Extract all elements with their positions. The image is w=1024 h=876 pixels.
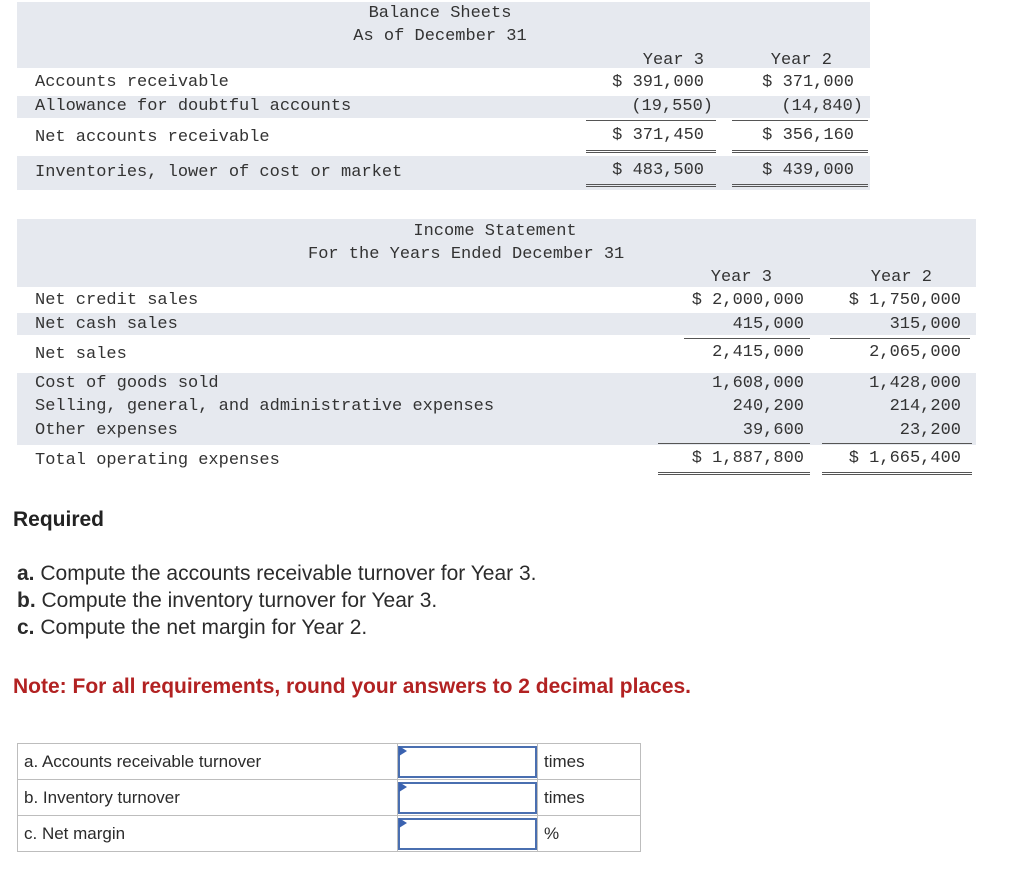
required-heading: Required	[13, 508, 105, 531]
income-statement-title: Income Statement	[413, 222, 577, 241]
is-row-label: Net credit sales	[35, 291, 199, 310]
bs-row-y3: (19,550)	[631, 97, 713, 116]
is-double-underline	[658, 472, 810, 475]
bs-row-label: Allowance for doubtful accounts	[35, 97, 352, 116]
is-row-label: Selling, general, and administrative expenses	[35, 397, 495, 416]
required-item-b	[17, 589, 437, 613]
balance-sheet-subtitle: As of December 31	[353, 27, 527, 46]
is-row-y3: 415,000	[732, 315, 804, 334]
is-underline	[658, 443, 810, 444]
item-text: Compute the accounts receivable turnover for Year 3.	[34, 562, 537, 585]
bs-row-y2: (14,840)	[781, 97, 863, 116]
is-underline	[830, 338, 970, 339]
bs-row-label: Accounts receivable	[35, 73, 229, 92]
is-underline	[684, 338, 810, 339]
net-margin-input[interactable]	[398, 818, 537, 850]
bs-row-label: Inventories, lower of cost or market	[35, 163, 403, 182]
bs-double-underline	[586, 150, 716, 153]
answer-row	[18, 744, 641, 780]
answer-row	[18, 780, 641, 816]
is-row-y3: $ 2,000,000	[691, 291, 804, 310]
is-row-y2: 2,065,000	[869, 343, 961, 362]
answer-unit: %	[538, 816, 641, 852]
rounding-note: Note: For all requirements, round your answers to 2 decimal places.	[13, 675, 692, 698]
bs-underline	[732, 120, 868, 121]
bs-row-y2: $ 371,000	[762, 73, 854, 92]
flag-icon	[399, 746, 407, 756]
bs-double-underline	[732, 150, 868, 153]
is-row-y3: 1,608,000	[712, 374, 804, 393]
answer-label: c. Net margin	[18, 816, 398, 852]
is-underline	[822, 443, 972, 444]
bs-double-underline	[586, 184, 716, 187]
item-letter: c.	[17, 616, 35, 639]
required-item-a	[17, 562, 536, 586]
bs-row-y3: $ 391,000	[612, 73, 704, 92]
answer-unit: times	[538, 780, 641, 816]
is-double-underline	[822, 472, 972, 475]
bs-row-y2: $ 356,160	[762, 126, 854, 145]
is-row-label: Cost of goods sold	[35, 374, 219, 393]
is-row-y3: 2,415,000	[712, 343, 804, 362]
is-row-y3: 39,600	[742, 421, 804, 440]
answer-label: b. Inventory turnover	[18, 780, 398, 816]
is-col-year2: Year 2	[870, 268, 932, 287]
item-text: Compute the inventory turnover for Year 3.	[35, 589, 438, 612]
bs-row-y3: $ 483,500	[612, 161, 704, 180]
answer-table	[17, 743, 641, 852]
flag-icon	[399, 818, 407, 828]
answer-cell	[398, 816, 538, 852]
bs-col-year3: Year 3	[642, 51, 704, 70]
item-letter: b.	[17, 589, 36, 612]
item-text: Compute the net margin for Year 2.	[34, 616, 368, 639]
flag-icon	[399, 782, 407, 792]
required-item-c	[17, 616, 367, 640]
answer-label: a. Accounts receivable turnover	[18, 744, 398, 780]
is-row-label: Total operating expenses	[35, 451, 280, 470]
bs-double-underline	[732, 184, 868, 187]
is-row-y3: $ 1,887,800	[691, 449, 804, 468]
income-statement-subtitle: For the Years Ended December 31	[308, 245, 625, 264]
is-row-y2: 315,000	[889, 315, 961, 334]
answer-row	[18, 816, 641, 852]
item-letter: a.	[17, 562, 35, 585]
is-col-year3: Year 3	[710, 268, 772, 287]
balance-sheet-title: Balance Sheets	[368, 4, 512, 23]
is-row-y2: $ 1,750,000	[848, 291, 961, 310]
bs-row-y3: $ 371,450	[612, 126, 704, 145]
is-row-label: Net cash sales	[35, 315, 178, 334]
answer-cell	[398, 744, 538, 780]
is-row-label: Other expenses	[35, 421, 178, 440]
bs-underline	[586, 120, 716, 121]
is-row-y2: $ 1,665,400	[848, 449, 961, 468]
is-row-label: Net sales	[35, 345, 127, 364]
bs-col-year2: Year 2	[770, 51, 832, 70]
is-row-y2: 214,200	[889, 397, 961, 416]
inventory-turnover-input[interactable]	[398, 782, 537, 814]
is-row-y2: 23,200	[899, 421, 961, 440]
is-row-y2: 1,428,000	[869, 374, 961, 393]
is-row-y3: 240,200	[732, 397, 804, 416]
bs-row-y2: $ 439,000	[762, 161, 854, 180]
ar-turnover-input[interactable]	[398, 746, 537, 778]
answer-unit: times	[538, 744, 641, 780]
answer-cell	[398, 780, 538, 816]
bs-row-label: Net accounts receivable	[35, 128, 270, 147]
